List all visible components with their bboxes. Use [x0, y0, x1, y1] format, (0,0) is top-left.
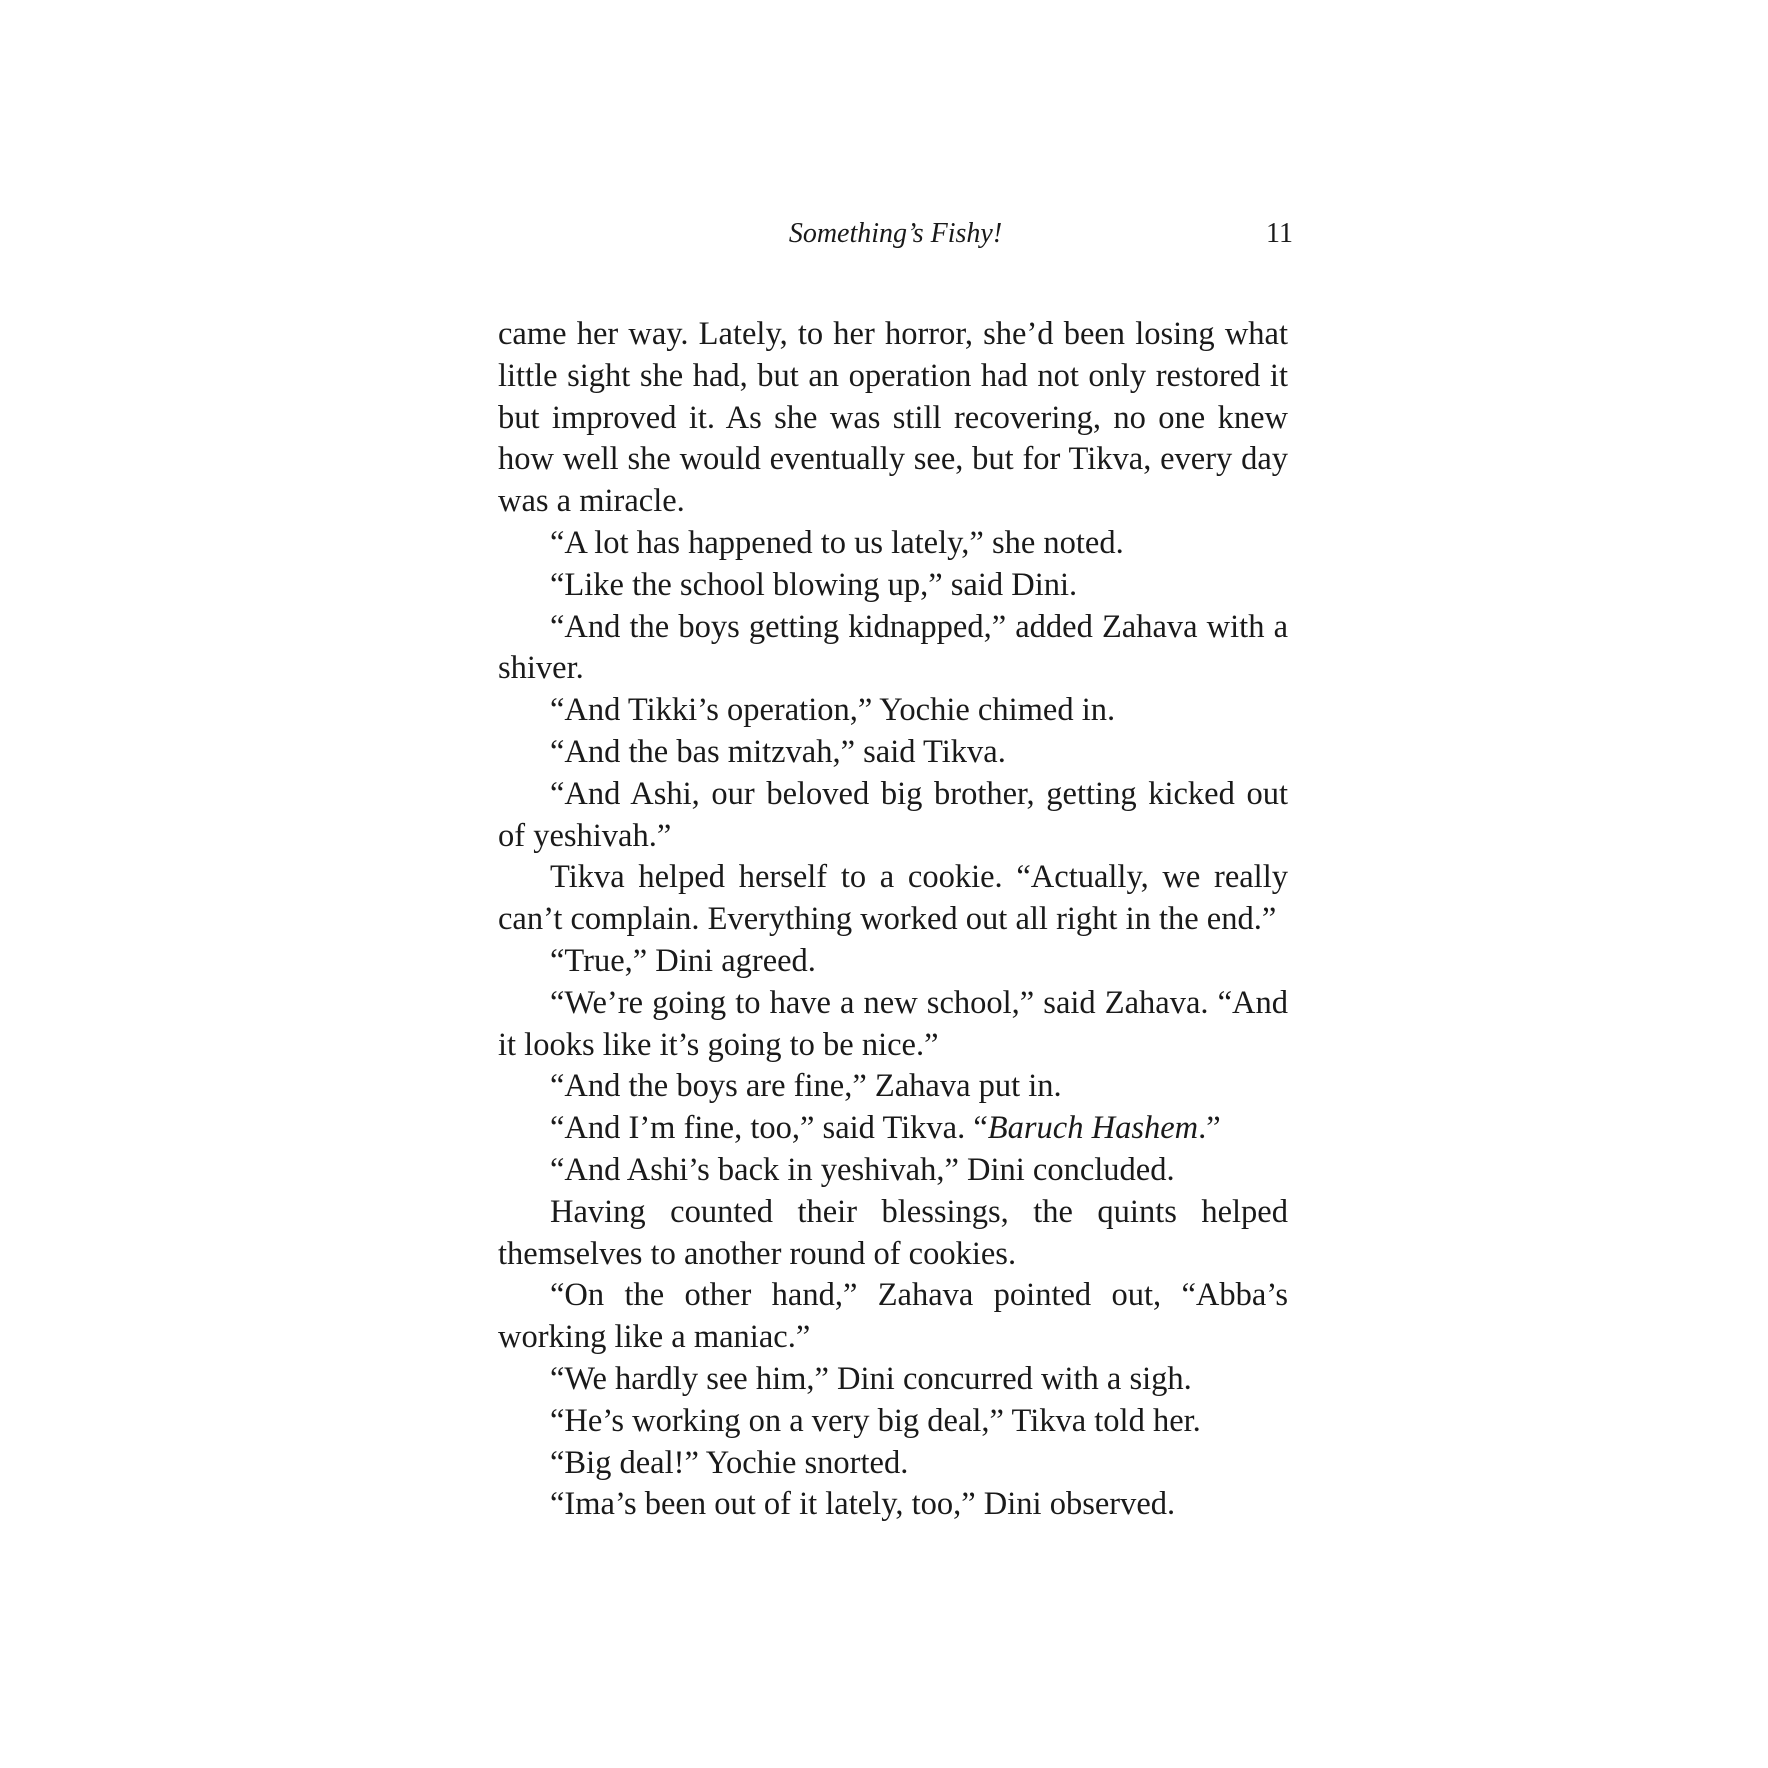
paragraph: “Big deal!” Yochie snorted. — [550, 1444, 909, 1481]
paragraph: “He’s working on a very big deal,” Tikva told her. — [550, 1402, 1201, 1439]
page-number: 11 — [1266, 218, 1293, 249]
body-text — [498, 314, 1288, 1526]
paragraph: “And Ashi, our beloved big brother, getting kicked out of yeshivah.” — [498, 775, 1288, 854]
running-head — [498, 214, 1293, 254]
paragraph: Having counted their blessings, the quints helped themselves to another round of cookies. — [498, 1193, 1288, 1272]
paragraph-text: .” — [1198, 1110, 1221, 1147]
paragraph: “And Ashi’s back in yeshivah,” Dini concluded. — [550, 1151, 1175, 1188]
paragraph: “True,” Dini agreed. — [550, 942, 816, 979]
paragraph: “A lot has happened to us lately,” she noted. — [550, 524, 1124, 561]
paragraph: “And the boys getting kidnapped,” added Zahava with a shiver. — [498, 608, 1288, 687]
paragraph: “And the boys are fine,” Zahava put in. — [550, 1068, 1062, 1105]
paragraph-text: “And I’m fine, too,” said Tikva. “ — [550, 1110, 988, 1147]
paragraph: “On the other hand,” Zahava pointed out, “Abba’s working like a maniac.” — [498, 1277, 1288, 1356]
paragraph: “Ima’s been out of it lately, too,” Dini observed. — [550, 1486, 1176, 1523]
paragraph: “We’re going to have a new school,” said Zahava. “And it looks like it’s going to be nice.” — [498, 984, 1288, 1063]
paragraph-baruch-hashem — [498, 1108, 1288, 1150]
paragraph: “And the bas mitzvah,” said Tikva. — [550, 733, 1006, 770]
paragraph: came her way. Lately, to her horror, she’d been losing what little sight she had, but an operation had not only restored it but improved it. As she was still recovering, no one knew how well she would eventually see, but for Tikva, every day was a miracle. — [498, 316, 1288, 520]
italic-phrase: Baruch Hashem — [987, 1110, 1199, 1147]
paragraph: “Like the school blowing up,” said Dini. — [550, 566, 1078, 603]
paragraph: “And Tikki’s operation,” Yochie chimed in. — [550, 692, 1116, 729]
running-title: Something’s Fishy! — [788, 218, 1003, 249]
paragraph: Tikva helped herself to a cookie. “Actually, we really can’t complain. Everything worked out all right in the end.” — [498, 859, 1288, 938]
paragraph: “We hardly see him,” Dini concurred with a sigh. — [550, 1360, 1192, 1397]
